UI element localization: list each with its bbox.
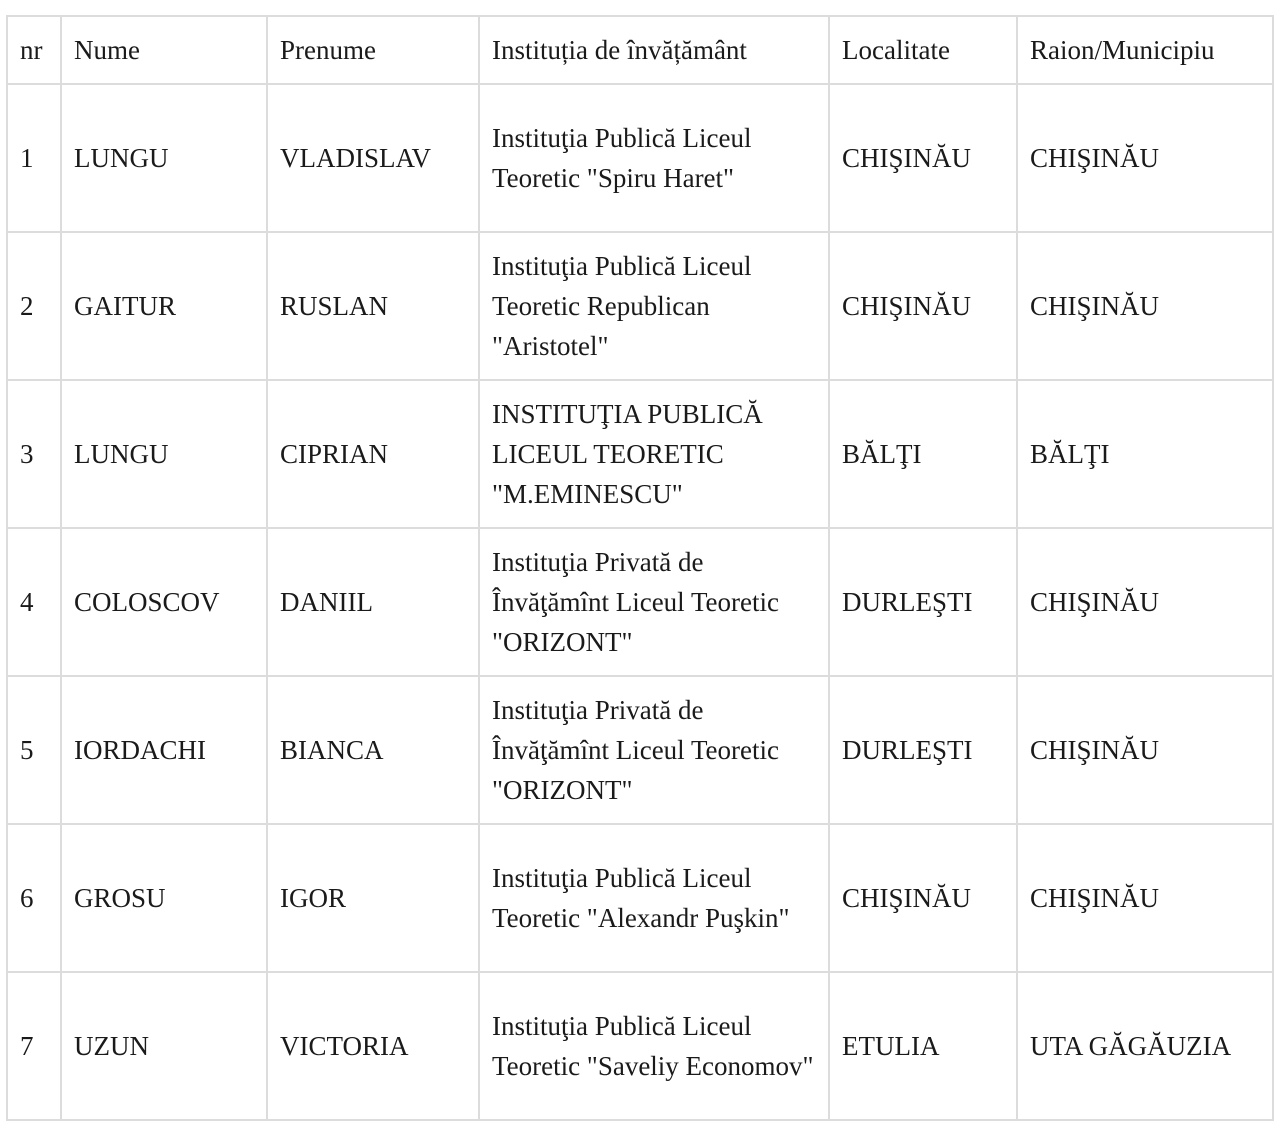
table-row [7,824,1273,972]
header-prenume: Prenume [267,16,479,84]
cell-prenume: DANIIL [267,528,479,676]
cell-nume: IORDACHI [61,676,267,824]
cell-prenume: BIANCA [267,676,479,824]
cell-raion: CHIŞINĂU [1017,232,1273,380]
cell-nr: 2 [7,232,61,380]
cell-institutie: Instituţia Publică Liceul Teoretic "Saveliy Economov" [479,972,829,1120]
cell-localitate: ETULIA [829,972,1017,1120]
cell-nume: UZUN [61,972,267,1120]
cell-nume: LUNGU [61,380,267,528]
cell-nr: 3 [7,380,61,528]
cell-nr: 6 [7,824,61,972]
cell-prenume: VICTORIA [267,972,479,1120]
table-row [7,84,1273,232]
header-institutie: Instituția de învățământ [479,16,829,84]
cell-raion: CHIŞINĂU [1017,676,1273,824]
header-nr: nr [7,16,61,84]
cell-prenume: CIPRIAN [267,380,479,528]
cell-raion: CHIŞINĂU [1017,84,1273,232]
table-row [7,972,1273,1120]
results-table [6,15,1274,1121]
table-row [7,380,1273,528]
cell-localitate: DURLEŞTI [829,528,1017,676]
cell-prenume: IGOR [267,824,479,972]
cell-institutie: Instituţia Privată de Învăţămînt Liceul Teoretic "ORIZONT" [479,528,829,676]
cell-prenume: RUSLAN [267,232,479,380]
table-row [7,676,1273,824]
cell-raion: CHIŞINĂU [1017,824,1273,972]
cell-nr: 7 [7,972,61,1120]
cell-raion: UTA GĂGĂUZIA [1017,972,1273,1120]
cell-localitate: DURLEŞTI [829,676,1017,824]
cell-localitate: BĂLŢI [829,380,1017,528]
cell-nr: 4 [7,528,61,676]
cell-nr: 5 [7,676,61,824]
cell-localitate: CHIŞINĂU [829,232,1017,380]
results-table-container [6,15,1274,1121]
cell-institutie: Instituţia Publică Liceul Teoretic "Spiru Haret" [479,84,829,232]
cell-localitate: CHIŞINĂU [829,84,1017,232]
header-localitate: Localitate [829,16,1017,84]
table-header-row [7,16,1273,84]
cell-nr: 1 [7,84,61,232]
header-raion: Raion/Municipiu [1017,16,1273,84]
cell-localitate: CHIŞINĂU [829,824,1017,972]
cell-nume: GAITUR [61,232,267,380]
table-row [7,232,1273,380]
table-row [7,528,1273,676]
cell-nume: LUNGU [61,84,267,232]
cell-prenume: VLADISLAV [267,84,479,232]
cell-raion: BĂLŢI [1017,380,1273,528]
cell-institutie: Instituţia Publică Liceul Teoretic "Alexandr Puşkin" [479,824,829,972]
cell-nume: COLOSCOV [61,528,267,676]
cell-institutie: Instituţia Privată de Învăţămînt Liceul Teoretic "ORIZONT" [479,676,829,824]
cell-institutie: Instituţia Publică Liceul Teoretic Republican "Aristotel" [479,232,829,380]
cell-nume: GROSU [61,824,267,972]
cell-raion: CHIŞINĂU [1017,528,1273,676]
header-nume: Nume [61,16,267,84]
cell-institutie: INSTITUŢIA PUBLICĂ LICEUL TEORETIC "M.EMINESCU" [479,380,829,528]
